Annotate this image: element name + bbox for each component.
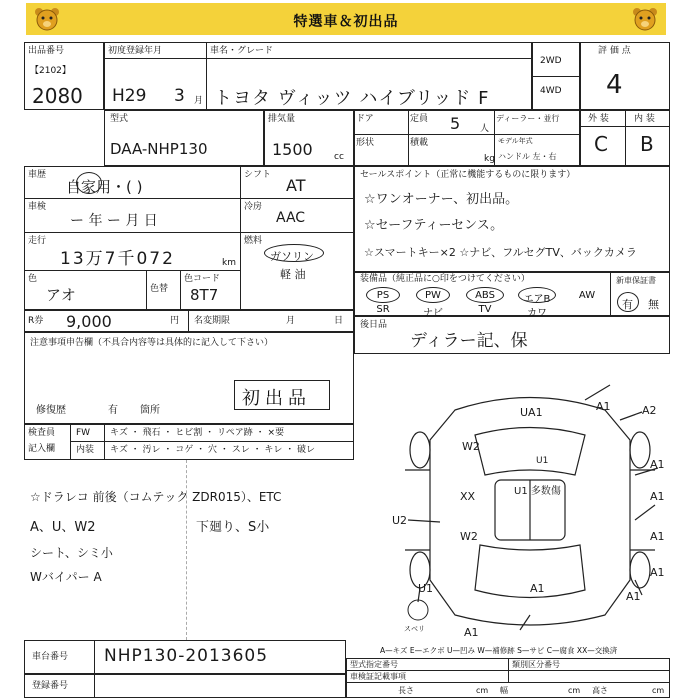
type-label: 型式 <box>110 114 129 124</box>
equip-ps-circle <box>366 287 400 303</box>
code-label: 色コード <box>184 274 221 284</box>
repair-unit: 箇所 <box>140 405 160 416</box>
mark-a1-rear-right2: A1 <box>650 566 665 579</box>
mark-a1-right: A1 <box>650 458 665 471</box>
docs-value: ディラー記、保 <box>410 331 528 351</box>
model-label: 車名・グレード <box>210 46 274 56</box>
equip-abs: ABS <box>475 290 495 301</box>
warranty-no: 無 <box>648 298 659 311</box>
banner <box>26 3 666 35</box>
fw-label: FW <box>76 428 91 438</box>
type-desig-label: 型式指定番号 <box>350 660 398 669</box>
shape-label: 形状 <box>356 138 375 148</box>
mileage-label: 走行 <box>28 236 47 246</box>
handle-label: ハンドル 左・右 <box>498 152 557 161</box>
inspect-value: ー 年 ー 月 日 <box>70 213 158 229</box>
mark-u1-rear: U1 <box>418 582 434 595</box>
color-label: 色 <box>28 274 38 284</box>
sales-line2: ☆セーフティーセンス。 <box>364 218 504 233</box>
equip-ps: PS <box>376 290 390 301</box>
chassis-value: NHP130-2013605 <box>104 646 269 666</box>
spot-note: スベリ <box>404 625 425 633</box>
equip-navi: ナビ <box>423 308 443 319</box>
load-unit: kg <box>484 154 495 164</box>
mileage-unit: km <box>222 258 236 268</box>
disp-unit: cc <box>334 152 344 162</box>
lot-number: 2080 <box>32 84 83 108</box>
chassis-label: 車台番号 <box>32 652 69 662</box>
equip-pw-circle <box>416 287 450 303</box>
notes-label: 注意事項申告欄（不具合内容等は具体的に記入して下さい） <box>30 338 274 348</box>
class-label: 類別区分番号 <box>512 660 560 669</box>
recycle-label: R券 <box>28 316 44 326</box>
interior-label: 内装 <box>76 445 95 455</box>
shift-value: AT <box>286 176 306 195</box>
reg-number-label: 登録番号 <box>32 681 69 691</box>
warranty-circle <box>617 292 639 312</box>
shift-label: シフト <box>244 170 272 180</box>
mark-a1-bottom: A1 <box>464 626 479 639</box>
equip-airbag-circle <box>518 287 556 303</box>
score-label: 評 価 点 <box>598 46 631 56</box>
mark-a1-rear-corner: A1 <box>626 590 641 603</box>
mark-a1-right2: A1 <box>650 490 665 503</box>
name-change-label: 名変期限 <box>194 316 231 326</box>
comment-5: Wバイパー A <box>30 570 102 584</box>
reg-month-unit: 月 <box>194 96 204 106</box>
sales-line3: ☆スマートキー×2 ☆ナビ、フルセグTV、バックカメラ <box>364 246 637 259</box>
load-label: 積載 <box>410 138 429 148</box>
equip-abs-circle <box>466 287 504 303</box>
drive-2wd: 2WD <box>540 56 562 66</box>
mark-a2: A2 <box>642 404 657 417</box>
center-note: U1 多数傷 <box>514 486 561 497</box>
capacity-value: 5 <box>450 114 461 133</box>
repair-label: 修復歴 <box>36 405 66 416</box>
cert-label: 車検証記載事項 <box>350 672 406 681</box>
fuel-diesel: 軽 油 <box>280 268 306 281</box>
length-unit: cm <box>476 686 489 695</box>
length-label: 長さ <box>398 686 414 695</box>
reg-label: 初度登録年月 <box>108 46 163 56</box>
stamp-text: 初出品 <box>242 388 311 409</box>
sales-line1: ☆ワンオーナー、初出品。 <box>364 192 519 207</box>
comment-4: シート、シミ小 <box>30 546 113 560</box>
paint-label: 色替 <box>150 284 169 294</box>
mark-w2-rear: W2 <box>460 530 478 543</box>
mark-xx: XX <box>460 490 476 503</box>
int-label: 内 装 <box>634 114 655 124</box>
equip-sr: SR <box>376 304 390 315</box>
dealer-label: ディーラー・並行 <box>496 114 560 123</box>
disp-value: 1500 <box>272 140 313 159</box>
height-unit: cm <box>652 686 665 695</box>
score-value: 4 <box>606 70 623 100</box>
lot-sub: 【2102】 <box>30 66 71 76</box>
mark-a1-front: A1 <box>596 400 611 413</box>
reg-box <box>24 674 346 698</box>
color-value: アオ <box>46 286 76 304</box>
equip-tv: TV <box>478 304 492 315</box>
usage-value: 自家用・( ) <box>66 178 143 196</box>
usage-circle <box>76 172 102 194</box>
equip-aw: AW <box>578 290 596 301</box>
code-value: 8T7 <box>190 286 219 304</box>
equipment-label: 装備品（純正品に○印をつけてください） <box>360 274 530 284</box>
drive-4wd: 4WD <box>540 86 562 96</box>
recycle-value: 9,000 <box>66 312 112 331</box>
inspector-label2: 記入欄 <box>28 444 56 454</box>
type-value: DAA-NHP130 <box>110 140 208 158</box>
recycle-unit: 円 <box>170 316 180 326</box>
int-value: B <box>640 132 654 156</box>
ac-value: AAC <box>276 210 306 226</box>
docs-label: 後日品 <box>360 320 388 330</box>
height-label: 高さ <box>592 686 608 695</box>
comment-2: A、U、W2 <box>30 520 96 535</box>
mark-w2-front: W2 <box>462 440 480 453</box>
equip-airbag: エアB <box>523 294 551 305</box>
ac-label: 冷房 <box>244 202 263 212</box>
new-warranty-label: 新車保証書 <box>616 276 656 285</box>
model-value: トヨタ ヴィッツ ハイブリッド F <box>214 88 490 109</box>
width-unit: cm <box>568 686 581 695</box>
ext-label: 外 装 <box>588 114 609 124</box>
mark-a1-rear: A1 <box>530 582 545 595</box>
bear-mascot-icon <box>632 7 658 31</box>
fuel-gas: ガソリン <box>270 250 314 263</box>
reg-year: H29 <box>112 86 147 106</box>
model-year-label: モデル年式 <box>498 137 533 145</box>
mark-u2: U2 <box>392 514 408 527</box>
width-label: 幅 <box>500 686 508 695</box>
disp-label: 排気量 <box>268 114 296 124</box>
repair-yes: 有 <box>108 405 118 416</box>
fw-items: キズ ・ 飛石 ・ ヒビ割 ・ リペア跡 ・ ×要 <box>110 428 285 438</box>
banner-title: 特選車＆初出品 <box>293 14 399 30</box>
equip-pw: PW <box>425 290 441 301</box>
inspect-label: 車検 <box>28 202 47 212</box>
comment-3: 下廻り、S小 <box>196 520 270 535</box>
fuel-circle <box>264 244 324 262</box>
lot-label: 出品番号 <box>28 46 65 56</box>
mark-u1-top: U1 <box>536 456 549 466</box>
usage-label: 車歴 <box>28 170 47 180</box>
warranty-yes: 有 <box>622 298 633 311</box>
ext-value: C <box>594 132 608 156</box>
int-items: キズ ・ 汚レ ・ コゲ ・ 穴 ・ スレ ・ キレ ・ 破レ <box>110 445 316 455</box>
mileage-value: 13万7千072 <box>60 249 175 269</box>
fuel-label: 燃料 <box>244 236 263 246</box>
name-change-day: 日 <box>334 316 344 326</box>
mark-ua1: UA1 <box>520 406 543 419</box>
mark-a1-rear-right: A1 <box>650 530 665 543</box>
reg-month: 3 <box>174 86 185 106</box>
equip-leather: カワ <box>527 308 547 319</box>
capacity-label: 定員 <box>410 114 429 124</box>
damage-legend: A—キズ E—エクボ U—凹み W—補修跡 S—サビ C—腐食 XX—交換済 <box>380 646 618 655</box>
capacity-unit: 人 <box>480 124 490 134</box>
name-change-month: 月 <box>286 316 296 326</box>
inspector-label1: 検査員 <box>28 428 56 438</box>
door-label: ドア <box>356 114 374 124</box>
sales-label: セールスポイント（正常に機能するものに限ります） <box>360 170 576 180</box>
comment-1: ☆ドラレコ 前後（コムテック ZDR015）、ETC <box>30 490 282 504</box>
